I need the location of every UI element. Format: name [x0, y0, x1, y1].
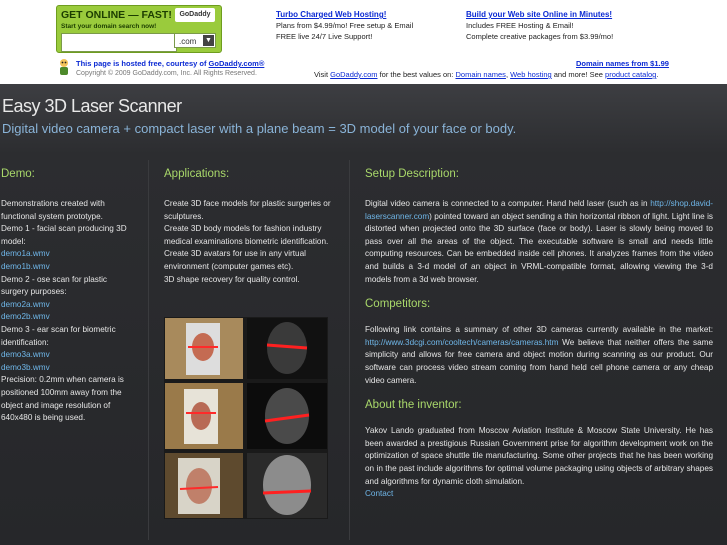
3dcgi-link[interactable]: http://www.3dcgi.com/cooltech/cameras/cameras.htm [365, 337, 559, 347]
setup-text [365, 198, 713, 286]
inventor-text: Yakov Lando graduated from Moscow Aviation Institute & Moscow State University. He has been awarded a prestigious Russian Government prise for algorithm development work on the optimization of space shuttle tile manufacturing. Some other projects that he has been working on in the past include algorithms for optimal volume packaging using objects of arbitrary shapes and algorithms for dynamic cloth simulation. [365, 426, 713, 486]
tld-value: .com [179, 37, 197, 46]
applications-heading: Applications: [164, 168, 230, 180]
tld-select[interactable] [174, 33, 216, 48]
demo-heading: Demo: [1, 168, 35, 180]
copyright: Copyright © 2009 GoDaddy.com, Inc. All Rights Reserved. [76, 70, 257, 77]
demo3a-link[interactable]: demo3a.wmv [1, 350, 50, 360]
visit-mid: for the best values on: [377, 70, 456, 79]
inventor-heading: About the inventor: [365, 399, 462, 412]
hosted-notice [76, 59, 264, 68]
visit-line [314, 70, 658, 79]
competitors-heading: Competitors: [365, 298, 431, 311]
demo2a-link[interactable]: demo2a.wmv [1, 299, 50, 309]
godaddy-banner [0, 0, 727, 84]
visit-godaddy-link[interactable]: GoDaddy.com [330, 70, 378, 79]
applications-section [164, 168, 334, 286]
domain-names-link[interactable]: Domain names from $1.99 [576, 59, 669, 68]
visit-comma: , [505, 70, 511, 79]
demo2b-link[interactable]: demo2b.wmv [1, 312, 50, 322]
application-item: Create 3D avatars for use in any virtual environment (computer games etc). [164, 249, 306, 271]
contact-link[interactable]: Contact [365, 489, 394, 499]
competitors-text-1: Following link contains a summary of other 3D cameras currently available in the market: [365, 325, 713, 335]
hosted-prefix: This page is hosted free, courtesy of [76, 59, 209, 68]
godaddy-logo[interactable]: GoDaddy [175, 8, 215, 22]
ad-website [466, 9, 613, 42]
mascot-icon [57, 58, 71, 76]
application-item: 3D shape recovery for quality control. [164, 274, 300, 284]
hosted-godaddy-link[interactable]: GoDaddy.com® [208, 59, 265, 68]
demo-section [1, 168, 135, 425]
ad-website-link[interactable]: Build your Web site Online in Minutes! [466, 10, 613, 19]
ad-hosting-link[interactable]: Turbo Charged Web Hosting! [276, 10, 387, 19]
domain-search-input[interactable] [61, 33, 177, 52]
demo1-label: Demo 1 - facial scan producing 3D model: [1, 224, 127, 246]
chevron-down-icon[interactable]: ▼ [203, 35, 214, 46]
application-item: Create 3D body models for fashion industry medical examinations biometric identification. [164, 224, 329, 246]
visit-end: . [656, 70, 659, 79]
ad-hosting-line1: Plans from $4.99/mo! Free setup & Email [276, 21, 414, 30]
ad-hosting-line2: FREE live 24/7 Live Support! [276, 32, 373, 41]
precision-text: Precision: 0.2mm when camera is positioned 100mm away from the object and image resolution of 640x480 is being used. [1, 375, 124, 423]
column-divider [349, 160, 350, 540]
demo1b-link[interactable]: demo1b.wmv [1, 261, 50, 271]
setup-section [365, 168, 713, 501]
scan-photo-grid [164, 317, 328, 519]
ad-hosting [276, 9, 413, 42]
demo3b-link[interactable]: demo3b.wmv [1, 362, 50, 372]
demo-intro: Demonstrations created with functional system prototype. [1, 199, 105, 221]
setup-text-2: ) pointed toward an object sending a thin horizontal ribbon of light. Light line is distorted when projected onto the 3D surface (face or body). Laser is slowly being moved to pass over all the areas of the object. The executable software is small and needs little computing resources. Can be embedded inside cell phones. It analyzes frames from the video and builds a 3-d model of an object in VRML-compatible format, allowing viewing the 3-d models from a 3d web browser. [365, 211, 713, 284]
david-laserscanner-link[interactable]: http://shop.david-laserscanner.com [365, 199, 713, 221]
demo2-label: Demo 2 - ose scan for plastic surgery purposes: [1, 274, 108, 297]
demo1a-link[interactable]: demo1a.wmv [1, 249, 50, 259]
ad-website-line2: Complete creative packages from $3.99/mo! [466, 32, 614, 41]
setup-heading: Setup Description: [365, 168, 459, 180]
widget-headline: GET ONLINE — FAST! [61, 9, 172, 21]
scan-photo-collage [164, 317, 328, 519]
demo3-label: Demo 3 - ear scan for biometric identification: [1, 324, 116, 347]
page-subtitle: Digital video camera + compact laser with a plane beam = 3D model of your face or body. [2, 121, 517, 136]
application-item: Create 3D face models for plastic surgeries or sculptures. [164, 199, 331, 221]
visit-web-hosting-link[interactable]: Web hosting [510, 70, 552, 79]
visit-prefix: Visit [314, 70, 331, 79]
column-divider [148, 160, 149, 540]
ad-website-line1: Includes FREE Hosting & Email! [466, 21, 574, 30]
widget-subhead: Start your domain search now! [61, 23, 157, 30]
competitors-text [365, 324, 713, 387]
page-title: Easy 3D Laser Scanner [2, 96, 182, 116]
visit-and: and more! See [551, 70, 606, 79]
visit-catalog-link[interactable]: product catalog [605, 70, 657, 79]
domain-search-widget [56, 5, 222, 53]
visit-domain-names-link[interactable]: Domain names [455, 70, 506, 79]
competitors-text-2: We believe that neither offers the same simplicity and allows for free camera and object motion during scanning as our product. Our software can process video stream coming from hand held cell phone camera or any cheap video camera. [365, 337, 713, 385]
setup-text-1: Digital video camera is connected to a computer. Hand held laser (such as in [365, 199, 648, 208]
